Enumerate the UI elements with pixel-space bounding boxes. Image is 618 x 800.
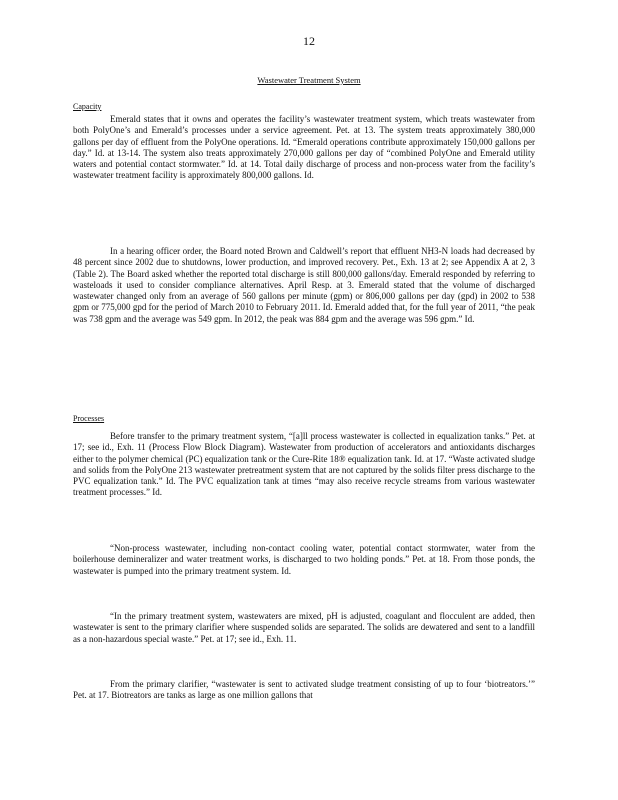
paragraph: Emerald states that it owns and operates the facility’s wastewater treatment system, which treats wastewater from both PolyOne’s and Emerald’s processes under a service agreement. Pet. at 13. The system treats approximately 380,000 gallons per day of effluent from the PolyOne operations. Id. “Emerald operations contribute approximately 150,000 gallons per day.” Id. at 13-14. The system also treats approximately 270,000 gallons per day of “combined PolyOne and Emerald utility waters and potential contact stormwater.” Id. at 14. Total daily discharge of process and non-process water from the facility’s wastewater treatment facility is approximately 800,000 gallons. Id. (73, 114, 535, 181)
paragraph: “In the primary treatment system, wastewaters are mixed, pH is adjusted, coagulant and flocculent are added, then wastewater is sent to the primary clarifier where suspended solids are separated. The solids are dewatered and sent to a landfill as a non-hazardous special waste.” Pet. at 17; see id., Exh. 11. (73, 611, 535, 644)
paragraph: “Non-process wastewater, including non-contact cooling water, potential contact stormwater, water from the boilerhouse demineralizer and water treatment works, is discharged to two holding ponds.” Pet. at 18. From those ponds, the wastewater is pumped into the primary treatment system. Id. (73, 543, 535, 576)
page-number: 12 (303, 34, 315, 48)
section-title-text: Wastewater Treatment System (257, 75, 361, 85)
subheading-processes: Processes (73, 414, 105, 423)
paragraph: In a hearing officer order, the Board noted Brown and Caldwell’s report that effluent NH3-N loads had decreased by 48 percent since 2002 due to shutdowns, lower production, and improved recovery. Pet., Exh. 13 at 2; see Appendix A at 2, 3 (Table 2). The Board asked whether the reported total discharge is still 800,000 gallons/day. Emerald responded by referring to wasteloads it used to consider compliance alternatives. April Resp. at 3. Emerald stated that the volume of discharged wastewater changed only from an average of 560 gallons per minute (gpm) or 806,000 gallons per day (gpd) in 2002 to 538 gpm or 775,000 gpd for the period of March 2010 to February 2011. Id. Emerald added that, for the full year of 2011, “the peak was 738 gpm and the average was 549 gpm. In 2012, the peak was 884 gpm and the average was 596 gpm.” Id. (73, 246, 535, 324)
subheading-capacity: Capacity (73, 102, 102, 111)
paragraph: Before transfer to the primary treatment system, “[a]ll process wastewater is collected in equalization tanks.” Pet. at 17; see id., Exh. 11 (Process Flow Block Diagram). Wastewater from production of accelerators and antioxidants discharges either to the polymer chemical (PC) equalization tank or the Cure-Rite 18® equalization tank. Id. at 17. “Waste activated sludge and solids from the PolyOne 213 wastewater pretreatment system that are not captured by the solids filter press discharge to the PVC equalization tank.” Id. The PVC equalization tank at times “may also receive recycle streams from various wastewater treatment processes.” Id. (73, 431, 535, 498)
section-title (0, 75, 618, 85)
paragraph: From the primary clarifier, “wastewater is sent to activated sludge treatment consisting of up to four ‘biotreators.’” Pet. at 17. Biotreators are tanks as large as one million gallons that (73, 679, 535, 701)
